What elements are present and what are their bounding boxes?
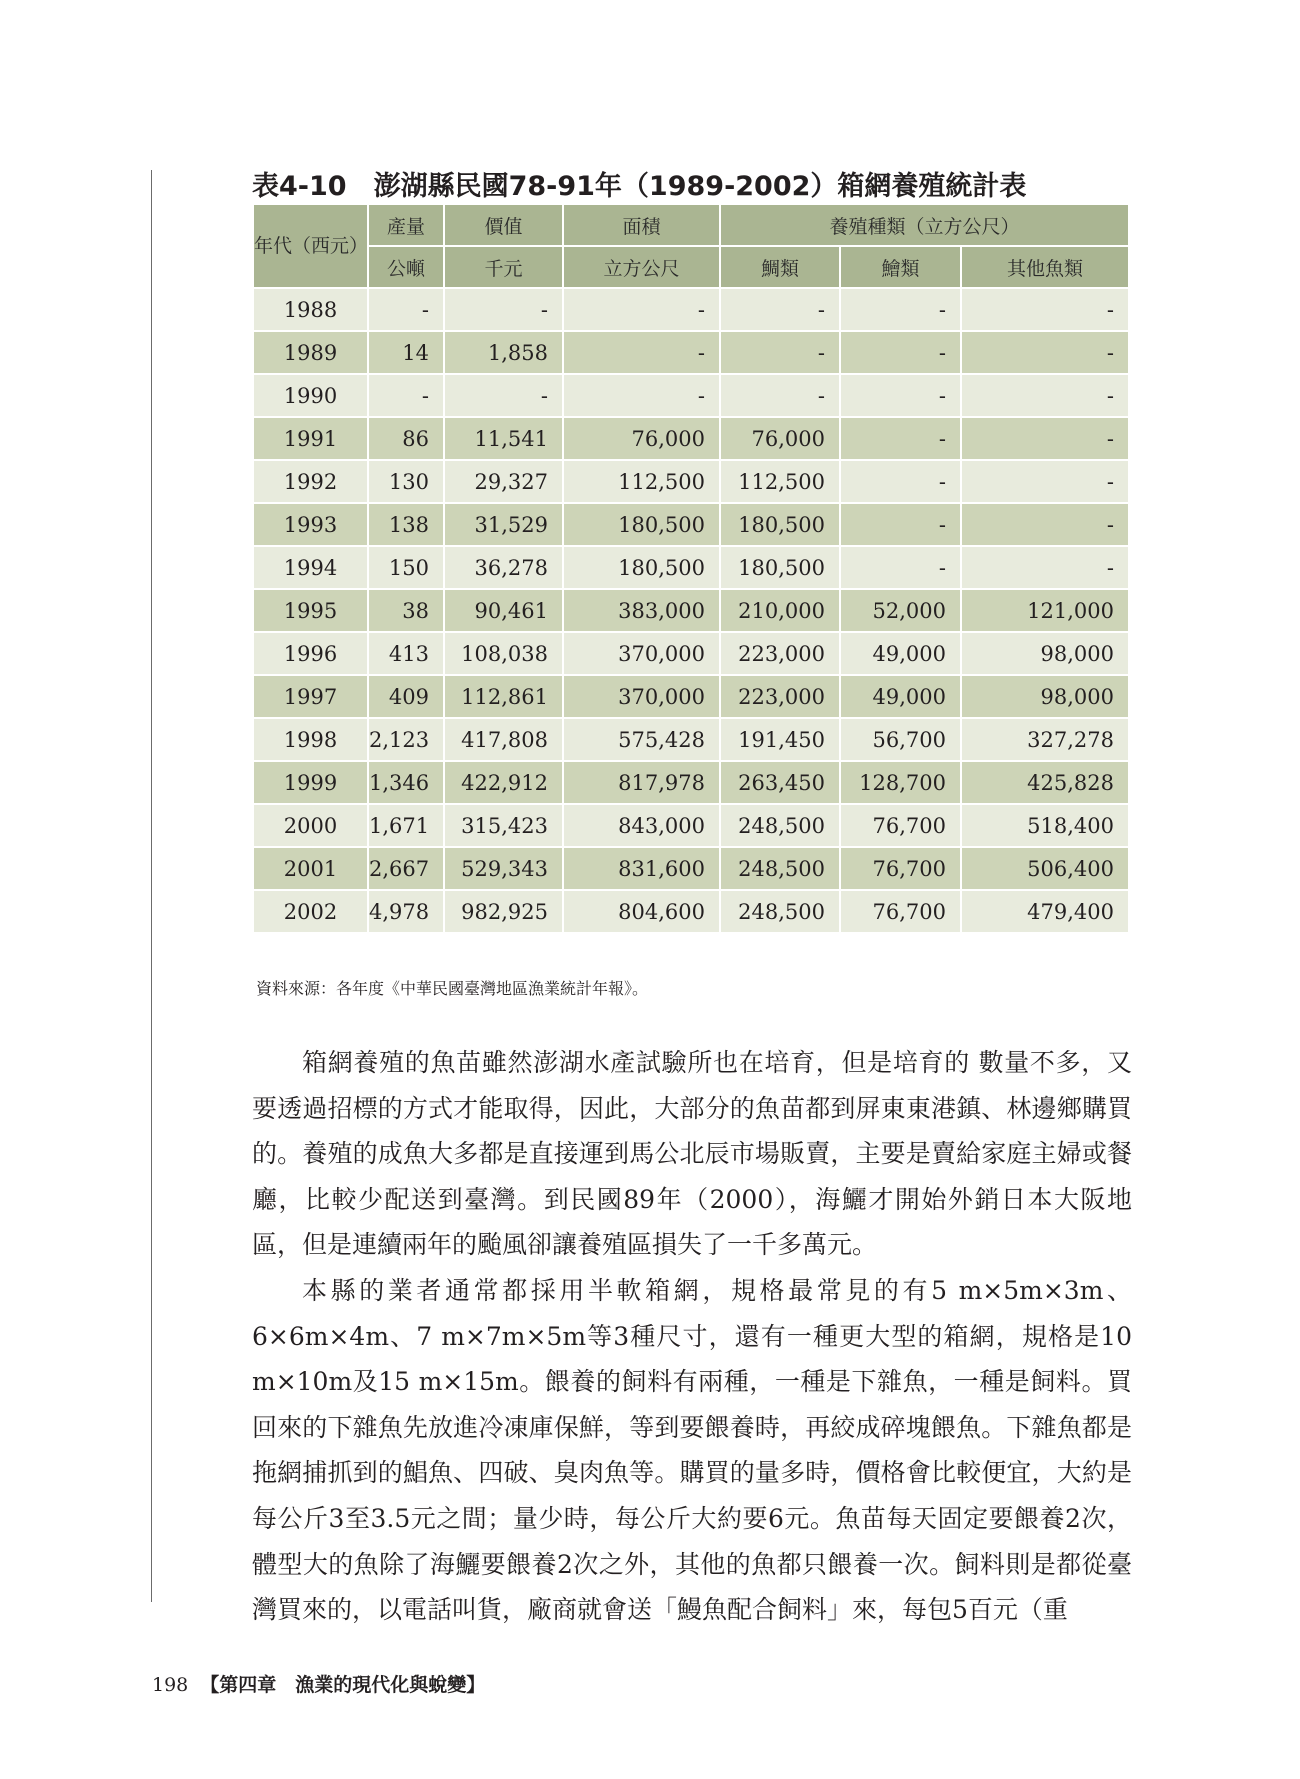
- cell-sea-bream: -: [720, 288, 840, 331]
- cell-other: -: [961, 288, 1129, 331]
- cell-grouper: 52,000: [840, 589, 961, 632]
- header-area-unit: 立方公尺: [563, 246, 720, 288]
- cell-value: -: [444, 288, 563, 331]
- cell-sea-bream: 180,500: [720, 546, 840, 589]
- cell-grouper: 49,000: [840, 675, 961, 718]
- cell-production: 86: [368, 417, 444, 460]
- cell-value: 422,912: [444, 761, 563, 804]
- cell-value: 36,278: [444, 546, 563, 589]
- cell-grouper: -: [840, 546, 961, 589]
- cell-year: 1992: [253, 460, 368, 503]
- cell-production: 138: [368, 503, 444, 546]
- cell-sea-bream: 248,500: [720, 890, 840, 933]
- cell-grouper: 76,700: [840, 847, 961, 890]
- table-row: [253, 589, 1129, 632]
- cell-year: 1999: [253, 761, 368, 804]
- cell-area: 817,978: [563, 761, 720, 804]
- cell-area: 831,600: [563, 847, 720, 890]
- table-row: [253, 761, 1129, 804]
- cell-value: 31,529: [444, 503, 563, 546]
- paragraph: 本縣的業者通常都採用半軟箱網，規格最常見的有5 m×5m×3m、6×6m×4m、7 m×7m×5m等3種尺寸，還有一種更大型的箱網，規格是10 m×10m及15 m×15m。餵養的飼料有兩種，一種是下雜魚，一種是飼料。買回來的下雜魚先放進冷凍庫保鮮，等到要餵養時，再絞成碎塊餵魚。下雜魚都是拖網捕抓到的鯧魚、四破、臭肉魚等。購買的量多時，價格會比較便宜，大約是每公斤3至3.5元之間；量少時，每公斤大約要6元。魚苗每天固定要餵養2次，體型大的魚除了海鱺要餵養2次之外，其他的魚都只餵養一次。飼料則是都從臺灣買來的，以電話叫貨，廠商就會送「鰻魚配合飼料」來，每包5百元（重: [252, 1275, 1132, 1625]
- cell-grouper: -: [840, 503, 961, 546]
- cell-value: 112,861: [444, 675, 563, 718]
- table-row: [253, 890, 1129, 933]
- cell-sea-bream: 248,500: [720, 847, 840, 890]
- cell-production: 150: [368, 546, 444, 589]
- table-row: [253, 804, 1129, 847]
- table-row: [253, 417, 1129, 460]
- cell-other: 518,400: [961, 804, 1129, 847]
- cell-production: 1,346: [368, 761, 444, 804]
- cell-other: -: [961, 331, 1129, 374]
- cell-area: 804,600: [563, 890, 720, 933]
- cell-grouper: -: [840, 331, 961, 374]
- cell-year: 1991: [253, 417, 368, 460]
- table-row: [253, 675, 1129, 718]
- cell-production: 2,123: [368, 718, 444, 761]
- cell-sea-bream: 223,000: [720, 632, 840, 675]
- cell-sea-bream: -: [720, 331, 840, 374]
- cell-other: -: [961, 460, 1129, 503]
- paragraph: 箱網養殖的魚苗雖然澎湖水產試驗所也在培育，但是培育的 數量不多，又要透過招標的方式才能取得，因此，大部分的魚苗都到屏東東港鎮、林邊鄉購買的。養殖的成魚大多都是直接運到馬公北辰市場販賣，主要是賣給家庭主婦或餐廳，比較少配送到臺灣。到民國89年（2000），海鱺才開始外銷日本大阪地區，但是連續兩年的颱風卻讓養殖區損失了一千多萬元。: [252, 1048, 1132, 1260]
- cell-other: -: [961, 503, 1129, 546]
- cell-production: 130: [368, 460, 444, 503]
- cell-grouper: 128,700: [840, 761, 961, 804]
- header-area: 面積: [563, 204, 720, 246]
- cell-other: -: [961, 374, 1129, 417]
- table-row: [253, 460, 1129, 503]
- cell-other: 425,828: [961, 761, 1129, 804]
- cell-production: 14: [368, 331, 444, 374]
- cell-sea-bream: 248,500: [720, 804, 840, 847]
- cell-year: 1993: [253, 503, 368, 546]
- cell-sea-bream: 180,500: [720, 503, 840, 546]
- cell-area: -: [563, 374, 720, 417]
- header-production-unit: 公噸: [368, 246, 444, 288]
- cell-sea-bream: 210,000: [720, 589, 840, 632]
- cell-year: 1998: [253, 718, 368, 761]
- cell-year: 1996: [253, 632, 368, 675]
- cell-year: 1990: [253, 374, 368, 417]
- table-row: [253, 632, 1129, 675]
- cell-other: 479,400: [961, 890, 1129, 933]
- cell-sea-bream: -: [720, 374, 840, 417]
- body-text: [252, 1040, 1132, 1633]
- cell-production: -: [368, 374, 444, 417]
- header-value-unit: 千元: [444, 246, 563, 288]
- table-row: [253, 331, 1129, 374]
- cell-year: 1989: [253, 331, 368, 374]
- cell-value: -: [444, 374, 563, 417]
- header-production: 產量: [368, 204, 444, 246]
- cell-value: 90,461: [444, 589, 563, 632]
- table-row: [253, 546, 1129, 589]
- table-row: [253, 374, 1129, 417]
- cell-value: 1,858: [444, 331, 563, 374]
- cell-value: 315,423: [444, 804, 563, 847]
- cell-sea-bream: 76,000: [720, 417, 840, 460]
- cell-grouper: 56,700: [840, 718, 961, 761]
- cell-area: 575,428: [563, 718, 720, 761]
- table-row: [253, 288, 1129, 331]
- cell-year: 1994: [253, 546, 368, 589]
- cell-grouper: -: [840, 460, 961, 503]
- cell-production: 409: [368, 675, 444, 718]
- table-source-note: 資料來源：各年度《中華民國臺灣地區漁業統計年報》。: [256, 979, 649, 998]
- cell-area: -: [563, 331, 720, 374]
- cell-other: 98,000: [961, 632, 1129, 675]
- cell-area: 180,500: [563, 546, 720, 589]
- table-row: [253, 718, 1129, 761]
- cell-value: 11,541: [444, 417, 563, 460]
- cell-year: 1997: [253, 675, 368, 718]
- cell-area: 76,000: [563, 417, 720, 460]
- table-row: [253, 847, 1129, 890]
- cell-production: 4,978: [368, 890, 444, 933]
- cell-value: 108,038: [444, 632, 563, 675]
- header-year: 年代（西元）: [253, 204, 368, 288]
- cell-grouper: -: [840, 417, 961, 460]
- cell-production: 2,667: [368, 847, 444, 890]
- cell-grouper: -: [840, 374, 961, 417]
- cell-other: 98,000: [961, 675, 1129, 718]
- cell-area: -: [563, 288, 720, 331]
- cell-production: 38: [368, 589, 444, 632]
- cell-area: 370,000: [563, 632, 720, 675]
- statistics-table: [252, 203, 1130, 934]
- cell-production: 1,671: [368, 804, 444, 847]
- page-footer: [152, 1670, 485, 1697]
- page-number: 198: [152, 1674, 189, 1696]
- cell-area: 112,500: [563, 460, 720, 503]
- header-row-2: [253, 246, 1129, 288]
- cell-year: 2001: [253, 847, 368, 890]
- cell-year: 1988: [253, 288, 368, 331]
- cell-area: 843,000: [563, 804, 720, 847]
- table-caption: 表4-10 澎湖縣民國78-91年（1989-2002）箱網養殖統計表: [252, 171, 1027, 202]
- cell-other: 121,000: [961, 589, 1129, 632]
- cell-year: 2002: [253, 890, 368, 933]
- header-row-1: [253, 204, 1129, 246]
- cell-value: 529,343: [444, 847, 563, 890]
- cell-other: 506,400: [961, 847, 1129, 890]
- cell-sea-bream: 263,450: [720, 761, 840, 804]
- cell-year: 1995: [253, 589, 368, 632]
- header-value: 價值: [444, 204, 563, 246]
- header-species-group: 養殖種類（立方公尺）: [720, 204, 1129, 246]
- cell-grouper: 49,000: [840, 632, 961, 675]
- cell-value: 417,808: [444, 718, 563, 761]
- cell-sea-bream: 223,000: [720, 675, 840, 718]
- cell-grouper: 76,700: [840, 890, 961, 933]
- cell-sea-bream: 191,450: [720, 718, 840, 761]
- cell-value: 982,925: [444, 890, 563, 933]
- cell-sea-bream: 112,500: [720, 460, 840, 503]
- cell-other: -: [961, 417, 1129, 460]
- cell-area: 370,000: [563, 675, 720, 718]
- header-other-fish: 其他魚類: [961, 246, 1129, 288]
- cell-area: 180,500: [563, 503, 720, 546]
- header-grouper: 鱠類: [840, 246, 961, 288]
- cell-year: 2000: [253, 804, 368, 847]
- cell-other: -: [961, 546, 1129, 589]
- cell-other: 327,278: [961, 718, 1129, 761]
- chapter-title: 【第四章 漁業的現代化與蛻變】: [200, 1674, 486, 1696]
- margin-rule: [151, 170, 152, 1602]
- header-sea-bream: 鯛類: [720, 246, 840, 288]
- cell-area: 383,000: [563, 589, 720, 632]
- cell-production: 413: [368, 632, 444, 675]
- cell-grouper: 76,700: [840, 804, 961, 847]
- cell-grouper: -: [840, 288, 961, 331]
- table-row: [253, 503, 1129, 546]
- cell-production: -: [368, 288, 444, 331]
- cell-value: 29,327: [444, 460, 563, 503]
